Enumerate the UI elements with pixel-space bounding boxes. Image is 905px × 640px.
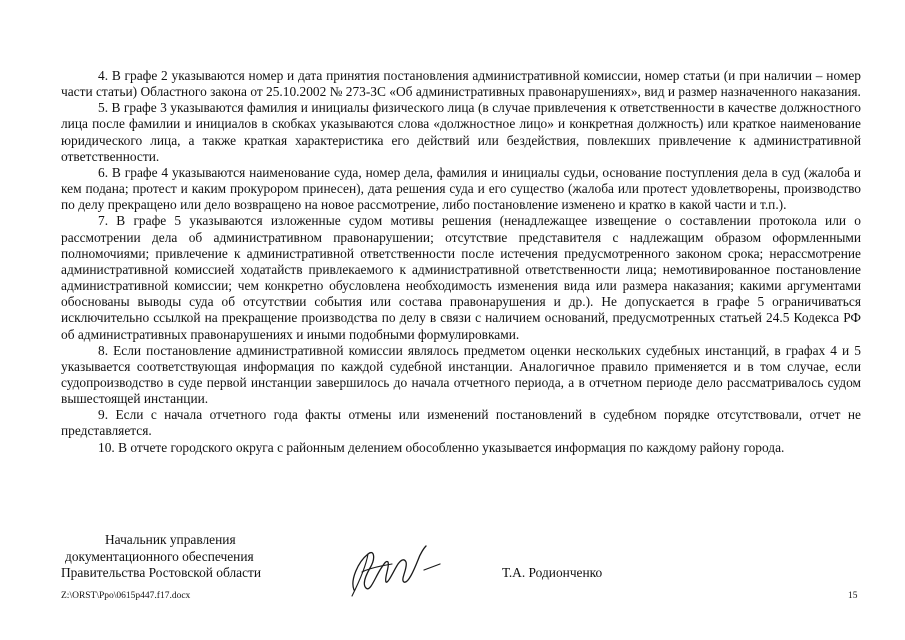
paragraph-9: 9. Если с начала отчетного года факты отмены или изменений постановлений в судебном порядке отсутствовали, отчет не представляется. <box>61 407 861 439</box>
paragraph-10: 10. В отчете городского округа с районным делением обособленно указывается информация по каждому району города. <box>98 439 785 455</box>
paragraph-5: 5. В графе 3 указываются фамилия и инициалы физического лица (в случае привлечения к ответственности в качестве должностного лица после фамилии и инициалов в скобках указываются слова «должностное лицо» и конкретная должность) или краткое наименование юридического лица, а также краткая характеристика его действий или бездействия, повлекших привлечение к административной ответственности. <box>61 100 861 164</box>
signatory-title-line-3: Правительства Ростовской области <box>61 565 262 580</box>
signatory-title-line-2: документационного обеспечения <box>65 548 254 564</box>
paragraph-4: 4. В графе 2 указываются номер и дата принятия постановления административной комиссии, номер статьи (и при наличии – номер части статьи) Областного закона от 25.10.2002 № 273-ЗС «Об административных правонарушениях», вид и размер назначенного наказания. <box>61 68 861 100</box>
signatory-title <box>61 532 361 582</box>
file-path: Z:\ORST\Ppo\0615p447.f17.docx <box>61 591 191 601</box>
document-body <box>61 68 861 456</box>
paragraph-8: 8. Если постановление административной комиссии являлось предметом оценки нескольких судебных инстанций, в графах 4 и 5 указывается соответствующая информация по каждой судебной инстанции. Аналогичное правило применяется и в том случае, если судопроизводство в суде первой инстанции завершилось до начала отчетного периода, а в отчетном периоде дело рассматривалось судом вышестоящей инстанции. <box>61 342 861 407</box>
signatory-title-line-1: Начальник управления <box>105 532 236 547</box>
paragraph-6: 6. В графе 4 указываются наименование суда, номер дела, фамилия и инициалы судьи, основание поступления дела в суд (жалоба и кем подана; протест и каким прокурором принесен), дата решения суда и его существо (жалоба или протест удовлетворены, производство по делу прекращено или дело возвращено на новое рассмотрение, либо постановление изменено и кратко в какой части и т.п.). <box>61 164 861 213</box>
paragraph-7: 7. В графе 5 указываются изложенные судом мотивы решения (ненадлежащее извещение о составлении протокола или о рассмотрении дела об административном правонарушении; отсутствие представителя с надлежащим образом оформленными полномочиями; привлечение к административной ответственности после истечения предусмотренного законом срока; нерассмотрение административной комиссией ходатайств привлекаемого к административной ответственности лица; немотивированное постановление административной комиссии; чем конкретно обусловлена необходимость изменения вида или размера наказания; какими аргументами обоснованы выводы суда об отсутствии события или состава правонарушения и др.). Не допускается в графе 5 ограничиваться исключительно ссылкой на прекращение производства по делу в связи с наличием оснований, предусмотренных статьей 24.5 Кодекса РФ об административных правонарушениях и иными подобными формулировками. <box>61 213 861 342</box>
page-number: 15 <box>848 591 858 601</box>
handwritten-signature <box>340 540 450 600</box>
signatory-name: Т.А. Родионченко <box>502 565 603 580</box>
